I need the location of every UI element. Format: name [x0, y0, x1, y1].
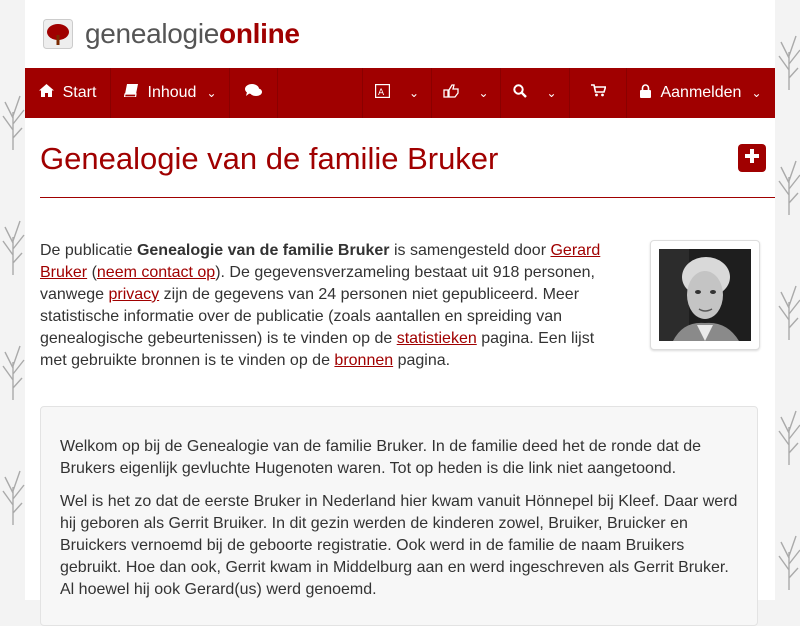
site-logo[interactable] [43, 18, 300, 50]
background-tree-icon [776, 30, 800, 90]
nav-aanmelden[interactable] [627, 68, 775, 118]
author-photo[interactable] [650, 240, 760, 350]
chevron-down-icon: ⌄ [478, 86, 489, 100]
search-icon [513, 84, 527, 103]
nav-forum[interactable] [230, 68, 278, 118]
nav-spacer [278, 68, 363, 118]
background-tree-icon [776, 405, 800, 465]
author-link[interactable]: Gerard Bruker [40, 242, 601, 281]
intro-text-6: pagina. Een lijst met gebruikte bronnen is te vinden op de [40, 330, 595, 369]
author-portrait [659, 249, 751, 341]
title-row [40, 125, 775, 198]
intro-text-2: is samengesteld door [389, 242, 551, 259]
background-tree-icon [0, 215, 26, 275]
share-icon [443, 84, 459, 103]
nav-inhoud[interactable] [111, 68, 230, 118]
comments-icon [245, 84, 262, 102]
chevron-down-icon: ⌄ [408, 86, 420, 100]
cart-icon [591, 84, 606, 102]
nav-start[interactable] [25, 68, 111, 118]
nav-inhoud-label: Inhoud [147, 84, 197, 101]
page-title: Genealogie van de familie Bruker [40, 141, 499, 176]
nav-shop[interactable] [570, 68, 627, 118]
tree-logo-icon [43, 19, 73, 49]
background-tree-icon [776, 280, 800, 340]
intro-text-7: pagina. [393, 352, 451, 369]
welcome-panel [40, 406, 758, 626]
logo-text-light: genealogie [85, 18, 220, 49]
svg-text:A: A [377, 87, 385, 98]
chevron-down-icon: ⌄ [206, 86, 217, 100]
chevron-down-icon: ⌄ [751, 86, 762, 100]
publication-name: Genealogie van de familie Bruker [136, 242, 390, 259]
home-icon [39, 84, 54, 102]
welcome-paragraph-1: Welkom op bij de Genealogie van de familie Bruker. In de familie deed het de ronde dat de Brukers eigenlijk gevluchte Hugenoten waren. Tot op heden is die link niet aangetoond. [60, 438, 701, 477]
logo-text-bold: online [219, 18, 300, 49]
chevron-down-icon: ⌄ [546, 86, 557, 100]
intro-text-1: De publicatie [40, 242, 137, 259]
privacy-link[interactable]: privacy [108, 286, 160, 303]
lock-icon [640, 84, 651, 103]
book-icon [124, 84, 139, 102]
nav-search[interactable] [501, 68, 570, 118]
add-button[interactable] [738, 144, 766, 172]
welcome-paragraph-2: Wel is het zo dat de eerste Bruker in Nederland hier kwam vanuit Hönnepel bij Kleef. Daar werd hij geboren als Gerrit Bruiker. In dit gezin werden de kinderen zowel, Bruiker, Bruicker en Bruickers vernoemd bij de geboorte registratie. Ook werd in de familie de naam Bruikers gebruikt. Hoe dan ook, Gerrit kwam in Middelburg aan en werd ingeschreven als Gerrit Bruker. Al hoewel hij ook Gerard(us) werd genoemd. [60, 493, 738, 598]
intro-text-4: ). De gegevensverzameling bestaat uit 918 personen, vanwege [40, 264, 595, 303]
nav-share[interactable] [432, 68, 501, 118]
background-tree-icon [0, 465, 26, 525]
nav-start-label: Start [62, 84, 97, 101]
contact-link[interactable]: neem contact op [96, 264, 216, 281]
nav-language[interactable] [363, 68, 432, 118]
logo-text [85, 18, 300, 50]
language-icon [375, 84, 390, 103]
publication-intro [40, 240, 615, 372]
statistics-link[interactable]: statistieken [396, 330, 477, 347]
page-container [25, 0, 775, 600]
intro-text-5: zijn de gegevens van 24 personen niet gepubliceerd. Meer statistische informatie over de publicatie (zoals aantallen en spreiding van genealogische gebeurtenissen) is te vinden op de [40, 286, 580, 347]
background-tree-icon [776, 530, 800, 590]
background-tree-icon [0, 90, 26, 150]
main-navbar [25, 68, 775, 118]
sources-link[interactable]: bronnen [334, 352, 394, 369]
background-tree-icon [0, 340, 26, 400]
nav-aanmelden-label: Aanmelden [660, 84, 742, 101]
plus-icon [744, 148, 760, 169]
intro-text-3: ( [87, 264, 97, 281]
background-tree-icon [776, 155, 800, 215]
